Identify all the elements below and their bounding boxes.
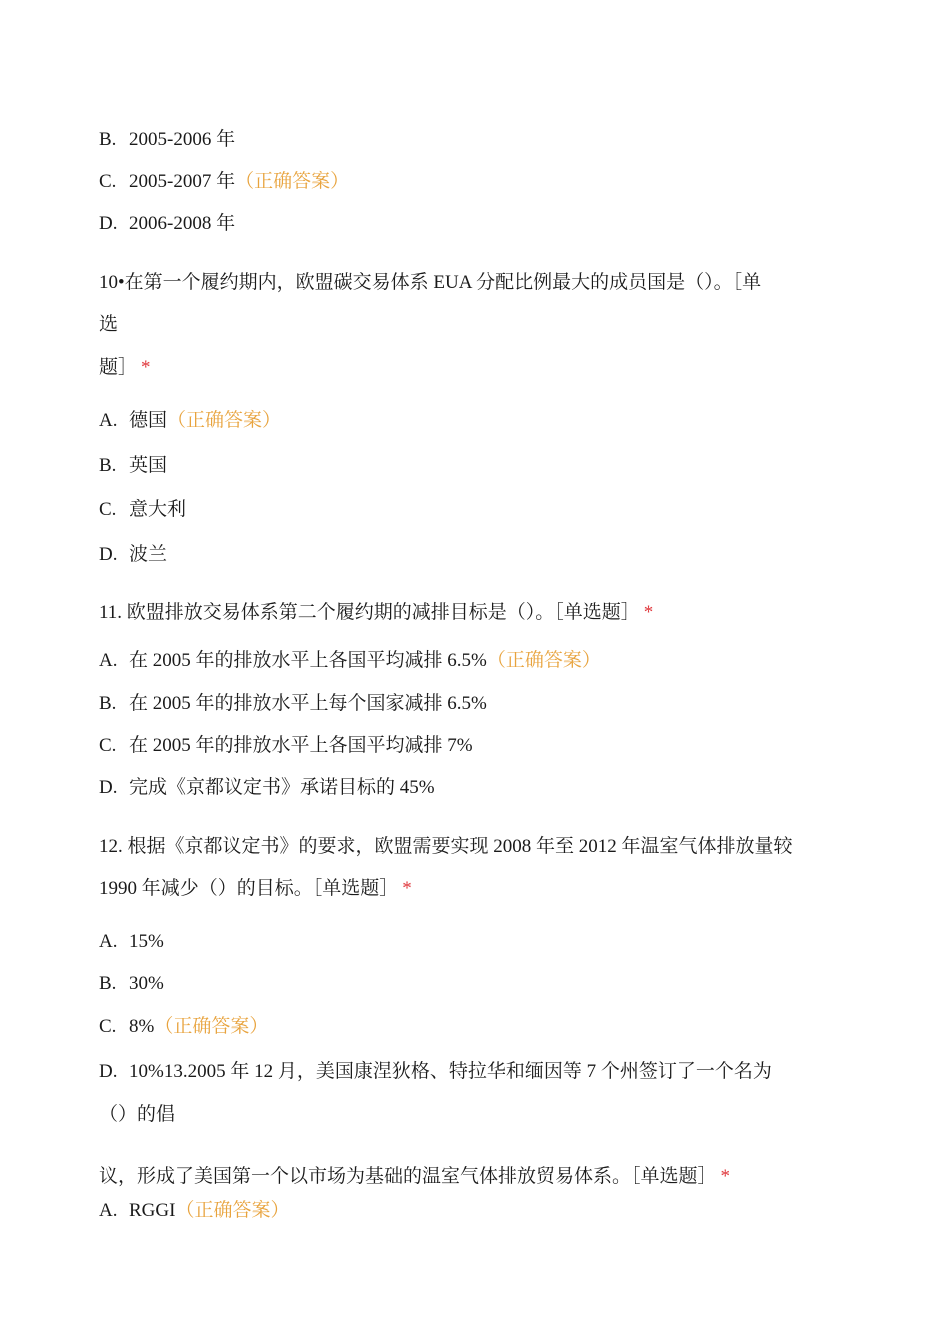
option-text: 在 2005 年的排放水平上每个国家减排 6.5% (129, 693, 487, 714)
option-q9-c (99, 169, 349, 195)
required-asterisk: * (402, 878, 412, 899)
question-text: 议，形成了美国第一个以市场为基础的温室气体排放贸易体系。［单选题］ (99, 1166, 717, 1187)
option-letter: D. (99, 1061, 118, 1082)
option-q12-b (99, 971, 164, 997)
question-12-stem-line1: 12. 根据《京都议定书》的要求，欧盟需要实现 2008 年至 2012 年温室气体排放量较 (99, 836, 793, 857)
option-q10-b (99, 453, 167, 479)
option-letter: D. (99, 544, 118, 565)
option-q12-a (99, 929, 164, 955)
question-13-stem-line3 (99, 1164, 730, 1190)
option-text: 2005-2006 年 (129, 129, 236, 150)
required-asterisk: * (720, 1166, 731, 1187)
option-q10-d (99, 542, 167, 568)
option-text: 2005-2007 年 (129, 171, 236, 192)
question-text: 11. 欧盟排放交易体系第二个履约期的减排目标是（）。［单选题］ (99, 602, 640, 623)
option-letter: D. (99, 777, 118, 798)
option-q10-a (99, 408, 281, 434)
question-10-stem-line2: 选 (99, 314, 119, 335)
question-13-stem-line2: （）的倡 (99, 1104, 176, 1125)
option-letter: C. (99, 1016, 117, 1037)
option-text: 完成《京都议定书》承诺目标的 45% (129, 777, 435, 798)
option-text: 10%13.2005 年 12 月，美国康涅狄格、特拉华和缅因等 7 个州签订了一个名为 (129, 1061, 772, 1082)
option-text: 英国 (129, 455, 168, 476)
option-letter: B. (99, 973, 117, 994)
option-q9-b (99, 127, 235, 153)
option-letter: B. (99, 455, 117, 476)
option-text: 意大利 (129, 499, 187, 520)
option-text: 8% (129, 1016, 155, 1037)
option-letter: C. (99, 171, 117, 192)
option-text: 15% (129, 931, 164, 952)
option-text: 2006-2008 年 (129, 213, 236, 234)
option-letter: B. (99, 693, 117, 714)
question-10-stem-line1: 10•在第一个履约期内，欧盟碳交易体系 EUA 分配比例最大的成员国是（）。［单 (99, 272, 762, 293)
correct-answer-mark: （正确答案） (235, 171, 350, 192)
option-letter: C. (99, 499, 117, 520)
option-text: 在 2005 年的排放水平上各国平均减排 7% (129, 735, 473, 756)
option-letter: D. (99, 213, 118, 234)
option-letter: A. (99, 1200, 118, 1221)
correct-answer-mark: （正确答案） (167, 410, 282, 431)
correct-answer-mark: （正确答案） (486, 650, 601, 671)
question-10-stem-line3 (99, 355, 151, 381)
option-letter: C. (99, 735, 117, 756)
option-q11-a (99, 648, 601, 674)
option-text: 波兰 (129, 544, 168, 565)
question-type-label: 题］ (99, 357, 138, 378)
option-q11-b (99, 691, 487, 717)
option-q11-c (99, 733, 473, 759)
option-q10-c (99, 497, 186, 523)
option-text: RGGI (129, 1200, 176, 1221)
option-q9-d (99, 211, 235, 237)
option-q12-c (99, 1014, 268, 1040)
option-letter: A. (99, 410, 118, 431)
option-letter: B. (99, 129, 117, 150)
option-text: 30% (129, 973, 164, 994)
option-q11-d (99, 775, 435, 801)
required-asterisk: * (141, 357, 151, 378)
question-12-stem-line2 (99, 876, 412, 902)
option-q13-a (99, 1198, 289, 1224)
option-letter: A. (99, 931, 118, 952)
correct-answer-mark: （正确答案） (154, 1016, 269, 1037)
option-q12-d (99, 1059, 772, 1085)
required-asterisk: * (643, 602, 654, 623)
correct-answer-mark: （正确答案） (175, 1200, 290, 1221)
question-text: 1990 年减少（）的目标。［单选题］ (99, 878, 399, 899)
option-text: 德国 (129, 410, 168, 431)
option-text: 在 2005 年的排放水平上各国平均减排 6.5% (129, 650, 487, 671)
question-11-stem (99, 600, 653, 626)
option-letter: A. (99, 650, 118, 671)
